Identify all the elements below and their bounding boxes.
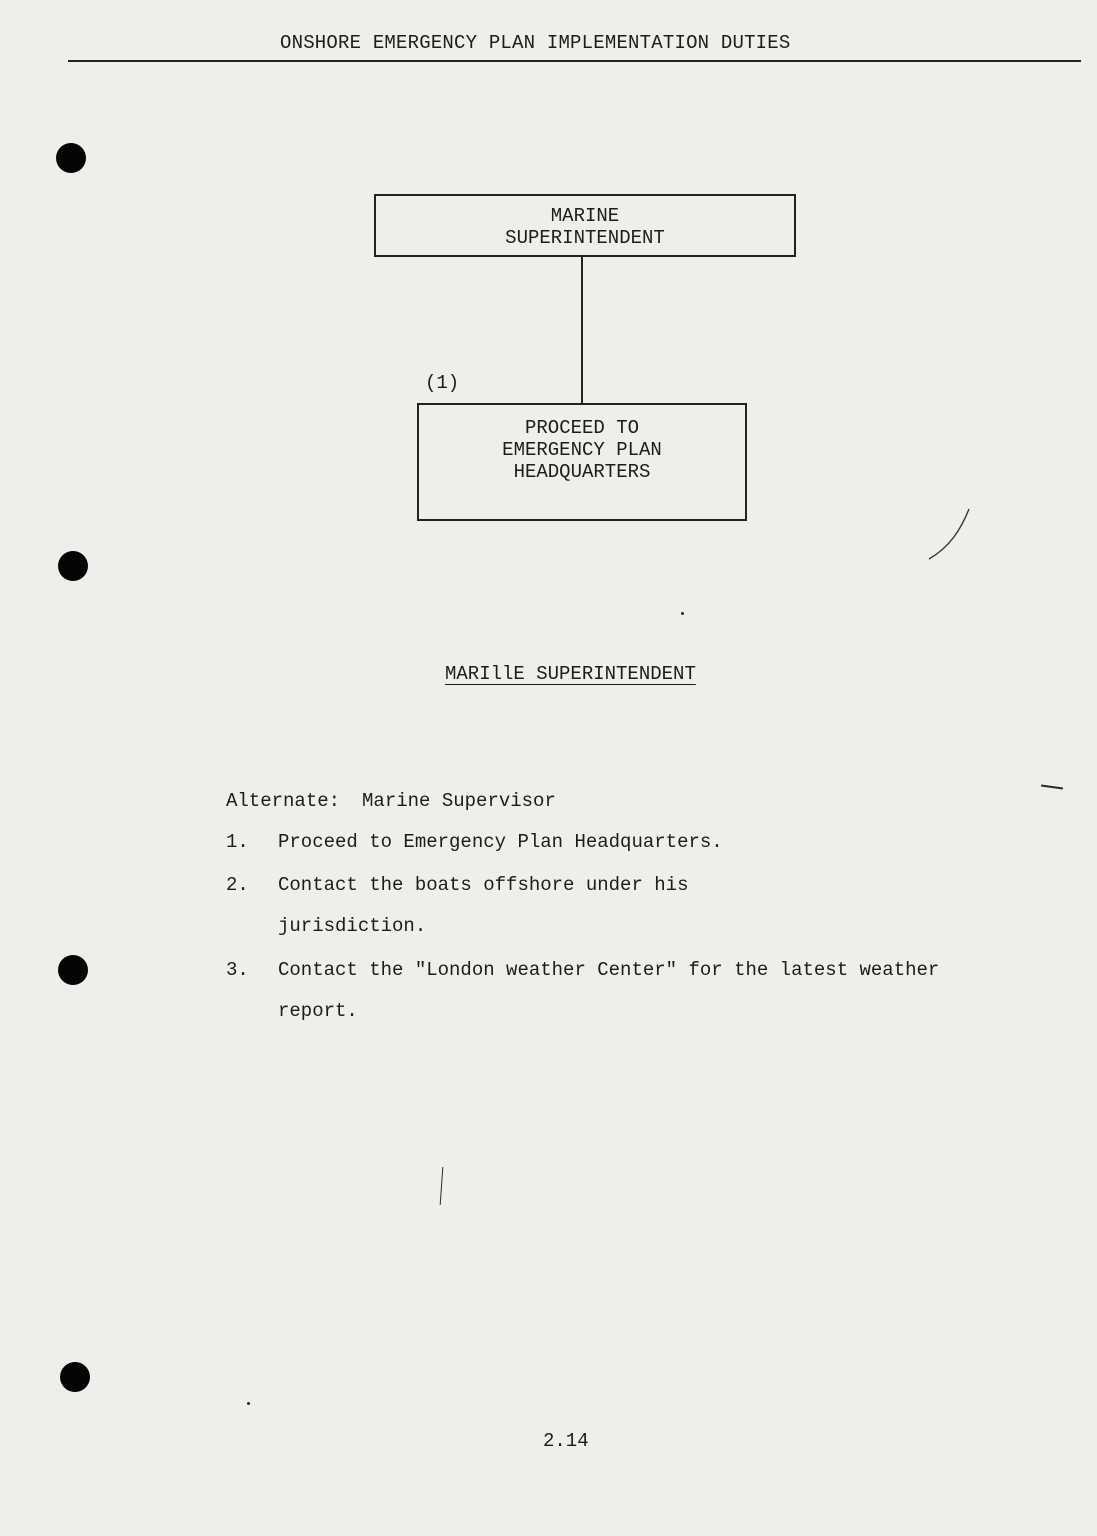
- marine-superintendent-box: [374, 194, 796, 257]
- duty-item-3: [226, 950, 986, 1032]
- alternate-value: Marine Supervisor: [362, 790, 556, 812]
- duty-text: Contact the "London weather Center" for the latest weather report.: [278, 959, 940, 1022]
- duty-number: 1.: [226, 831, 249, 853]
- punch-hole-2: [58, 551, 88, 581]
- alternate-label: Alternate:: [226, 790, 341, 812]
- duty-number: 2.: [226, 874, 249, 896]
- duty-item-1: [226, 822, 986, 863]
- stray-vertical-mark: [440, 1167, 444, 1205]
- top-box-line-1: MARINE: [550, 205, 620, 227]
- punch-hole-4: [60, 1362, 90, 1392]
- bottom-box-line-1: PROCEED TO: [524, 417, 640, 439]
- punch-hole-3: [58, 955, 88, 985]
- section-title: MARIllE SUPERINTENDENT: [445, 663, 696, 685]
- step-label: (1): [425, 372, 460, 394]
- bottom-box-line-3: HEADQUARTERS: [513, 461, 651, 483]
- stray-dash-mark: [1041, 784, 1063, 789]
- duty-text: Proceed to Emergency Plan Headquarters.: [278, 831, 723, 853]
- duty-number: 3.: [226, 959, 249, 981]
- stray-pen-mark: [925, 505, 975, 565]
- alternate-line: [226, 790, 556, 812]
- header-rule: [68, 60, 1081, 62]
- stray-dot: [247, 1402, 250, 1405]
- page-number: 2.14: [543, 1430, 589, 1452]
- punch-hole-1: [56, 143, 86, 173]
- duty-text: Contact the boats offshore under his jurisdiction.: [278, 874, 689, 937]
- page-header-title: ONSHORE EMERGENCY PLAN IMPLEMENTATION DUTIES: [280, 32, 791, 54]
- org-connector-line: [581, 257, 583, 403]
- top-box-line-2: SUPERINTENDENT: [505, 227, 665, 249]
- duty-item-2: [226, 865, 986, 947]
- stray-dot: [681, 612, 684, 615]
- proceed-to-headquarters-box: [417, 403, 747, 521]
- bottom-box-line-2: EMERGENCY PLAN: [502, 439, 662, 461]
